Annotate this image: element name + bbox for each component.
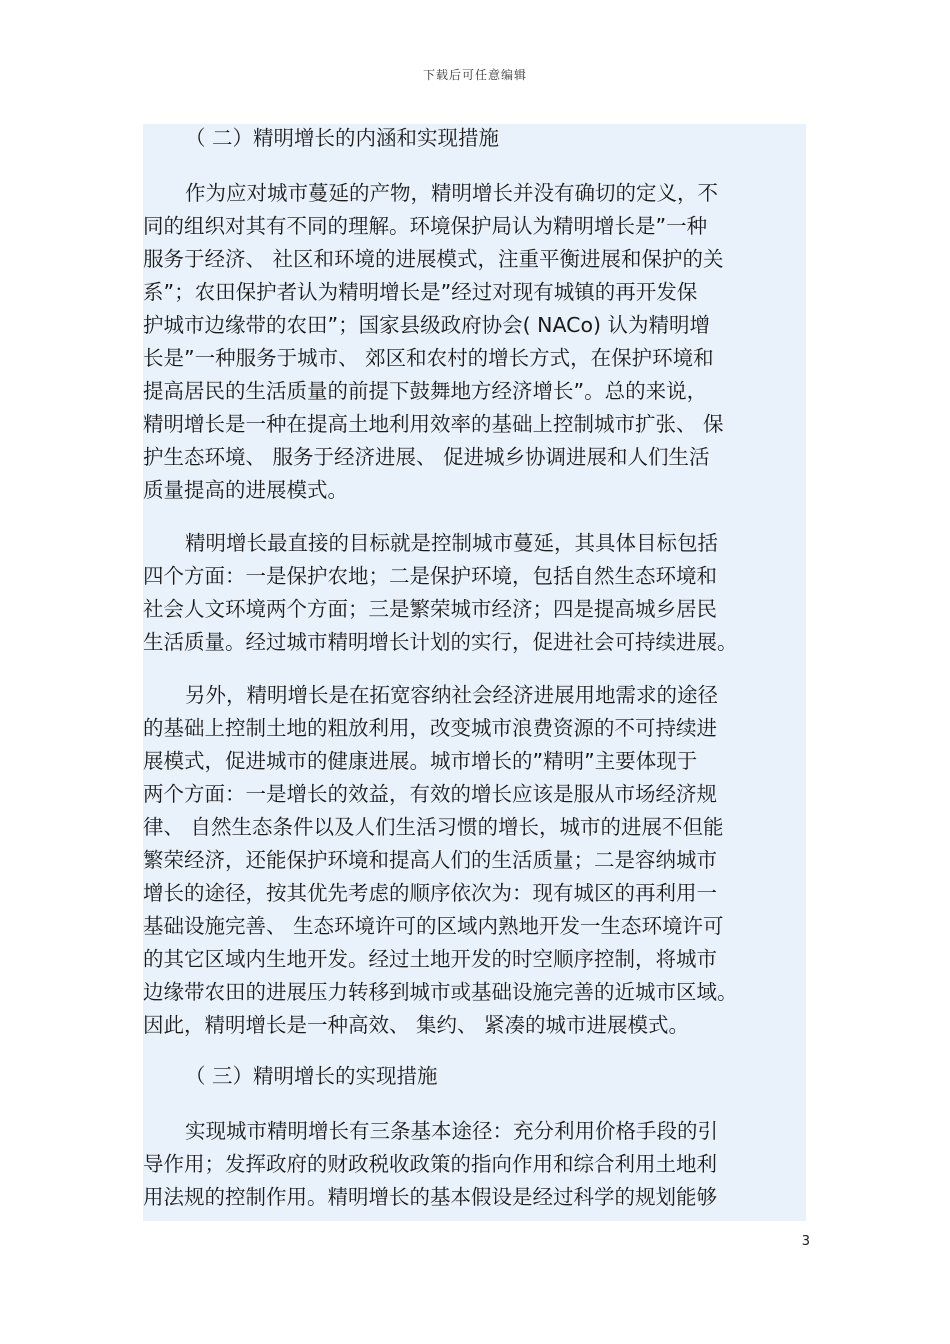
paragraph-gap xyxy=(143,659,806,679)
paragraph-pathways xyxy=(143,679,806,1042)
paragraph-gap xyxy=(143,1042,806,1062)
text-line: 的基础上控制土地的粗放利用，改变城市浪费资源的不可持续进 xyxy=(143,716,717,740)
text-line: 展模式，促进城市的健康进展。城市增长的”精明”主要体现于 xyxy=(143,749,698,773)
text-line: 繁荣经济，还能保护环境和提高人们的生活质量；二是容纳城市 xyxy=(143,848,717,872)
text-line: 边缘带农田的进展压力转移到城市或基础设施完善的近城市区域。 xyxy=(143,980,738,1004)
text-line: 两个方面：一是增长的效益，有效的增长应该是服从市场经济规 xyxy=(143,782,717,806)
text-line: 因此，精明增长是一种高效、 集约、 紧凑的城市进展模式。 xyxy=(143,1013,690,1037)
text-line: 导作用；发挥政府的财政税收政策的指向作用和综合利用土地利 xyxy=(143,1152,717,1176)
section-heading-2: （ 二）精明增长的内涵和实现措施 xyxy=(185,126,500,150)
text-line: 基础设施完善、 生态环境许可的区域内熟地开发一生态环境许可 xyxy=(143,914,724,938)
text-line: 社会人文环境两个方面；三是繁荣城市经济；四是提高城乡居民 xyxy=(143,597,717,621)
text-line: 长是”一种服务于城市、 郊区和农村的增长方式，在保护环境和 xyxy=(143,346,714,370)
text-line: 用法规的控制作用。精明增长的基本假设是经过科学的规划能够 xyxy=(143,1185,717,1209)
text-line: 同的组织对其有不同的理解。环境保护局认为精明增长是”一种 xyxy=(143,214,708,238)
page-number: 3 xyxy=(801,1234,810,1249)
text-line: 提高居民的生活质量的前提下鼓舞地方经济增长”。总的来说， xyxy=(143,379,708,403)
text-line: 四个方面：一是保护农地；二是保护环境，包括自然生态环境和 xyxy=(143,564,717,588)
document-body xyxy=(143,124,806,1221)
text-line: 增长的途径，按其优先考虑的顺序依次为：现有城区的再利用一 xyxy=(143,881,717,905)
page-header-note: 下载后可任意编辑 xyxy=(422,68,527,82)
paragraph-goals xyxy=(143,527,806,659)
text-line: 精明增长是一种在提高土地利用效率的基础上控制城市扩张、 保 xyxy=(143,412,724,436)
text-line: 护生态环境、 服务于经济进展、 促进城乡协调进展和人们生活 xyxy=(143,445,710,469)
text-line: 律、 自然生态条件以及人们生活习惯的增长，城市的进展不但能 xyxy=(143,815,724,839)
paragraph-gap xyxy=(143,507,806,527)
text-line: 精明增长最直接的目标就是控制城市蔓延，其具体目标包括 xyxy=(185,531,718,555)
text-line: 护城市边缘带的农田”；国家县级政府协会( NACo) 认为精明增 xyxy=(143,313,711,337)
text-line: 系”；农田保护者认为精明增长是”经过对现有城镇的再开发保 xyxy=(143,280,698,304)
paragraph-measures xyxy=(143,1115,806,1214)
paragraph-definition xyxy=(143,177,806,507)
text-line: 实现城市精明增长有三条基本途径：充分利用价格手段的引 xyxy=(185,1119,718,1143)
paragraph-gap xyxy=(143,1095,806,1115)
text-line: 的其它区域内生地开发。经过土地开发的时空顺序控制，将城市 xyxy=(143,947,717,971)
section-heading-3: （ 三）精明增长的实现措施 xyxy=(185,1064,438,1088)
text-line: 质量提高的进展模式。 xyxy=(143,478,348,502)
paragraph-gap xyxy=(143,157,806,177)
text-line: 服务于经济、 社区和环境的进展模式，注重平衡进展和保护的关 xyxy=(143,247,724,271)
text-line: 生活质量。经过城市精明增长计划的实行，促进社会可持续进展。 xyxy=(143,630,738,654)
text-line: 另外，精明增长是在拓宽容纳社会经济进展用地需求的途径 xyxy=(185,683,718,707)
text-line: 作为应对城市蔓延的产物，精明增长并没有确切的定义，不 xyxy=(185,181,718,205)
